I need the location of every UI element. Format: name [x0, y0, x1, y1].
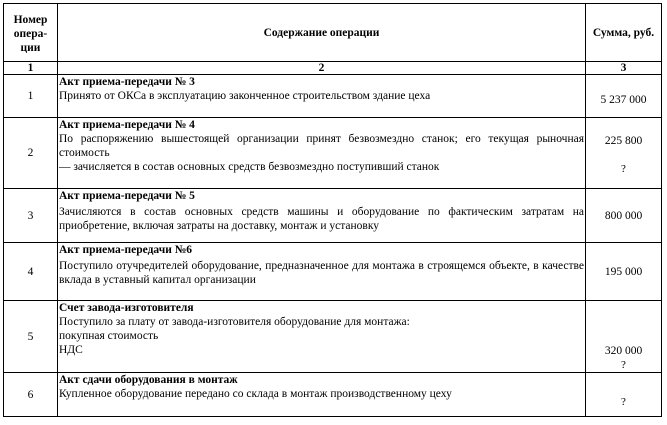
document-title: Акт приема-передачи №6 — [59, 244, 193, 256]
operation-text: — зачисляется в состав основных средств безвозмездно поступивший станок — [59, 161, 440, 173]
header-row — [4, 4, 662, 62]
operation-description — [58, 243, 586, 301]
operation-text: Поступило отучредителей оборудование, предназначенное для монтажа в строящемся объекте, в качестве вклада в уставный капитал организации — [59, 260, 584, 286]
operation-description — [58, 189, 586, 243]
document-title: Акт приема-передачи № 5 — [59, 190, 195, 202]
operation-number: 2 — [4, 118, 58, 189]
header-sum: Сумма, руб. — [586, 4, 662, 62]
header-operation-number: Номер опера- ции — [4, 4, 58, 62]
column-index: 1 — [4, 62, 58, 75]
operation-description — [58, 75, 586, 118]
operation-number: 5 — [4, 301, 58, 373]
operation-number: 3 — [4, 189, 58, 243]
operation-sum: 800 000 — [586, 189, 662, 243]
operation-number: 1 — [4, 75, 58, 118]
document-title: Счет завода-изготовителя — [59, 302, 194, 314]
operation-text: НДС — [59, 344, 83, 356]
table-row — [4, 118, 662, 189]
operation-description — [58, 118, 586, 189]
document-title: Акт сдачи оборудования в монтаж — [59, 374, 238, 386]
column-index: 3 — [586, 62, 662, 75]
operation-description — [58, 301, 586, 373]
table-row — [4, 301, 662, 373]
operations-table — [3, 3, 662, 417]
operation-text: Поступило за плату от завода-изготовителя оборудование для монтажа: — [59, 316, 410, 328]
operation-text: Принято от ОКСа в эксплуатацию законченное строительством здание цеха — [59, 90, 431, 102]
operation-sum: 225 800 ? — [586, 118, 662, 189]
table-row — [4, 189, 662, 243]
operation-text: Купленное оборудование передано со склада в монтаж производственному цеху — [59, 388, 452, 400]
document-title: Акт приема-передачи № 3 — [59, 76, 195, 88]
operation-description — [58, 373, 586, 417]
operation-sum: 195 000 — [586, 243, 662, 301]
table-row — [4, 373, 662, 417]
operation-text: покупная стоимость — [59, 330, 159, 342]
operation-text: По распоряжению вышестоящей организации принят безвозмездно станок; его текущая рыночная стоимость — [59, 133, 584, 159]
table-row — [4, 243, 662, 301]
operation-sum: 5 237 000 — [586, 75, 662, 118]
header-operation-content: Содержание операции — [58, 4, 586, 62]
operation-number: 4 — [4, 243, 58, 301]
column-index-row — [4, 62, 662, 75]
column-index: 2 — [58, 62, 586, 75]
document-title: Акт приема-передачи № 4 — [59, 119, 195, 131]
operation-sum: 320 000 ? — [586, 301, 662, 373]
operation-number: 6 — [4, 373, 58, 417]
table-row — [4, 75, 662, 118]
operation-sum: ? — [586, 373, 662, 417]
operation-text: Зачисляются в состав основных средств машины и оборудование по фактическим затратам на приобретение, включая затраты на доставку, монтаж и установку — [59, 206, 584, 232]
